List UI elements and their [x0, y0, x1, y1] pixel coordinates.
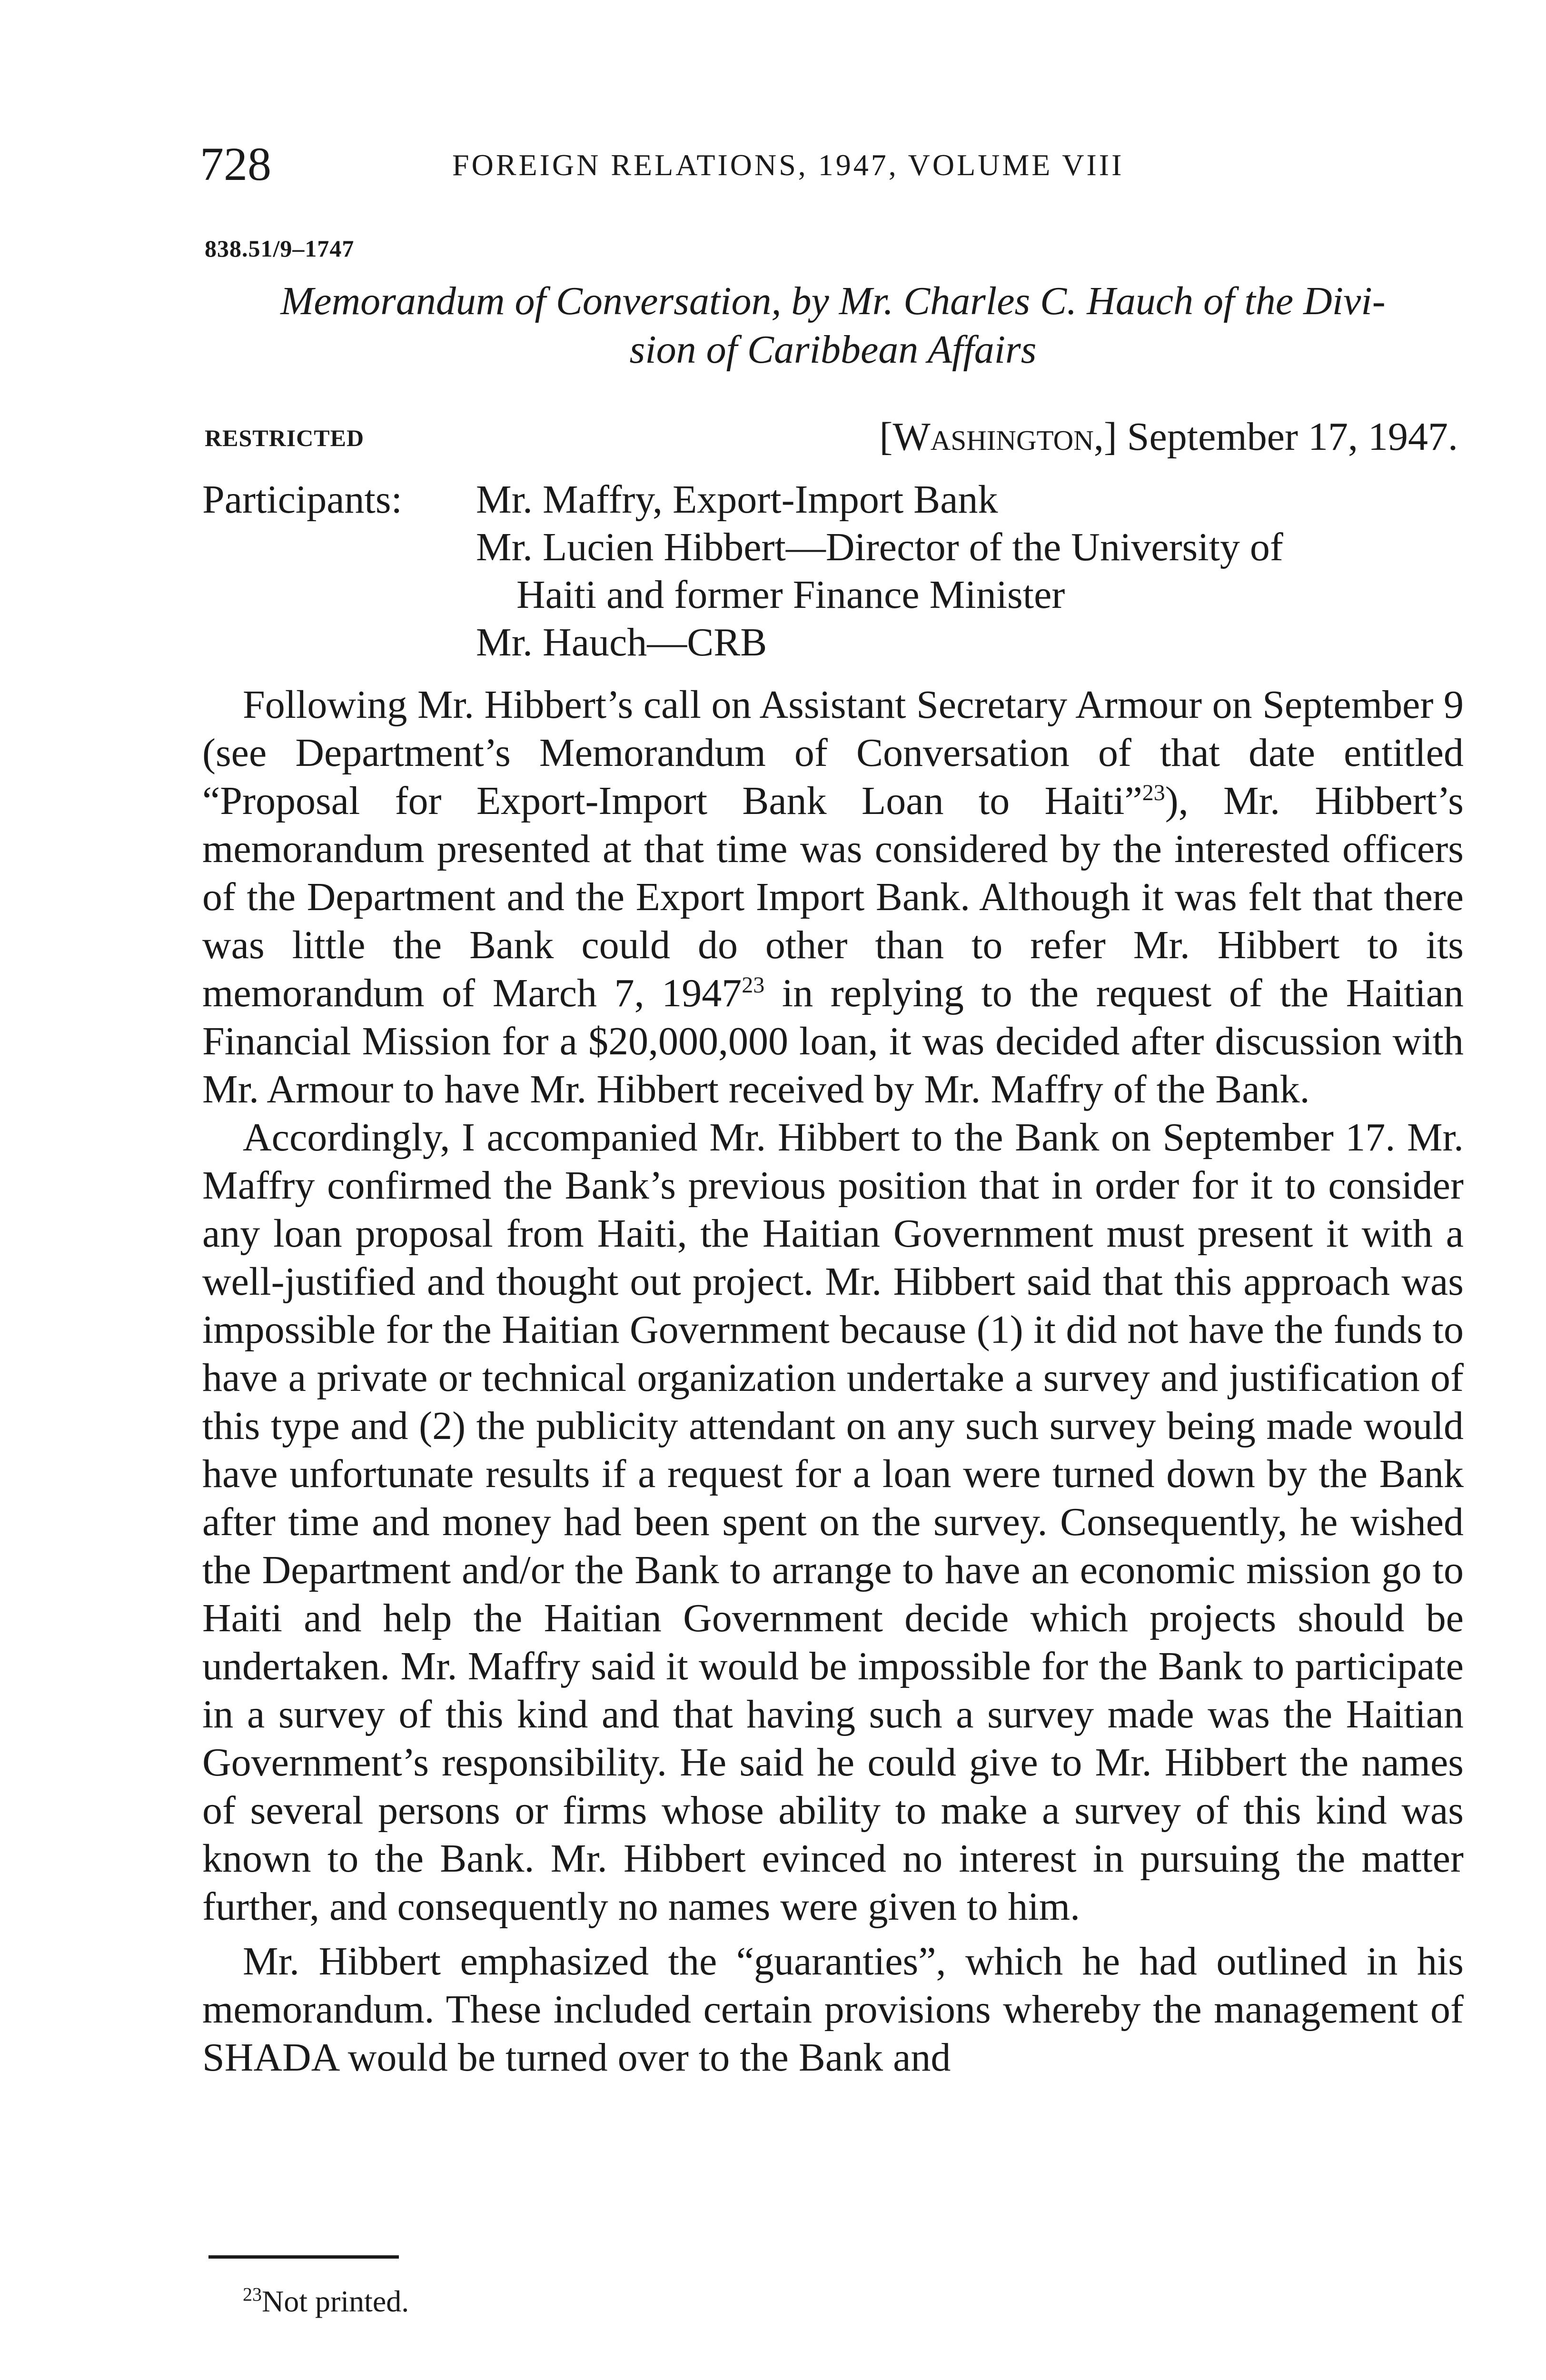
- footnote-divider: [208, 2255, 399, 2259]
- participant-maffry: Mr. Maffry, Export-Import Bank: [476, 477, 998, 522]
- participant-hibbert: Mr. Lucien Hibbert—Director of the University of: [476, 525, 1283, 569]
- dateline-place: Washington: [892, 415, 1094, 459]
- title-line-1: Memorandum of Conversation, by Mr. Charles C. Hauch of the Divi-: [280, 279, 1386, 323]
- footnote-ref: 23: [742, 972, 765, 998]
- paragraph-2: Accordingly, I accompanied Mr. Hibbert to the Bank on September 17. Mr. Maffry confirmed the Bank’s previous position that in order for it to consider any loan proposal from Haiti, the Haitian Government must present it with a well-justified and thought out project. Mr. Hibbert said that this approach was impossible for the Haitian Government because (1) it did not have the funds to have a private or technical organization undertake a survey and justification of this type and (2) the publicity attendant on any such survey being made would have unfortunate results if a request for a loan were turned down by the Bank after time and money had been spent on the survey. Consequently, he wished the Department and/or the Bank to arrange to have an economic mission go to Haiti and help the Haitian Government decide which projects should be undertaken. Mr. Maffry said it would be impossible for the Bank to participate in a survey of this kind and that having such a survey made was the Haitian Government’s responsibility. He said he could give to Mr. Hibbert the names of several persons or firms whose ability to make a survey of this kind was known to the Bank. Mr. Hibbert evinced no interest in pursuing the matter further, and consequently no names were given to him.: [202, 1115, 1464, 1929]
- title-line-2: sion of Caribbean Affairs: [629, 327, 1037, 372]
- paragraph-1-part-a: Following Mr. Hibbert’s call on Assistant Secretary Armour on September 9 (see Department’s Memorandum of Conversation of that date entitled “Proposal for Export-Import Bank Loan to Haiti”: [202, 683, 1464, 823]
- file-number: 838.51/9–1747: [205, 235, 355, 262]
- footnote-ref: 23: [1142, 780, 1165, 805]
- page-header: [200, 136, 1461, 193]
- paragraph-3: Mr. Hibbert emphasized the “guaranties”, which he had outlined in his memorandum. These included certain provisions whereby the management of SHADA would be turned over to the Bank and: [202, 1939, 1464, 2080]
- dateline-date: ,] September 17, 1947.: [1093, 415, 1458, 459]
- body-text: [202, 681, 1464, 2082]
- dateline-open: [: [879, 415, 893, 459]
- paragraph-1-part-b: ), Mr. Hibbert’s memorandum presented at that time was considered by the interested officers of the Department and the Export Import Bank. Although it was felt that there was little the Bank could do other than to refer Mr. Hibbert to its memorandum of March 7, 1947: [202, 779, 1464, 1015]
- footnote: [243, 2282, 409, 2320]
- classification-label: RESTRICTED: [205, 425, 365, 451]
- participant-hibbert-cont: Haiti and former Finance Minister: [516, 573, 1065, 617]
- footnote-text: Not printed.: [262, 2284, 409, 2318]
- participant-hauch: Mr. Hauch—CRB: [476, 620, 767, 664]
- paragraph-1-part-c: in replying to the request of the Haitian Financial Mission for a $20,000,000 loan, it was decided after discussion with Mr. Armour to have Mr. Hibbert received by Mr. Maffry of the Bank.: [202, 971, 1464, 1111]
- participants-label: Participants:: [202, 477, 402, 522]
- page-number: 728: [200, 138, 271, 190]
- paragraph-1: [202, 681, 1464, 1113]
- running-head: FOREIGN RELATIONS, 1947, VOLUME VIII: [452, 148, 1124, 182]
- document-title: [202, 277, 1464, 374]
- footnote-mark: 23: [243, 2283, 262, 2305]
- dateline: [879, 413, 1458, 461]
